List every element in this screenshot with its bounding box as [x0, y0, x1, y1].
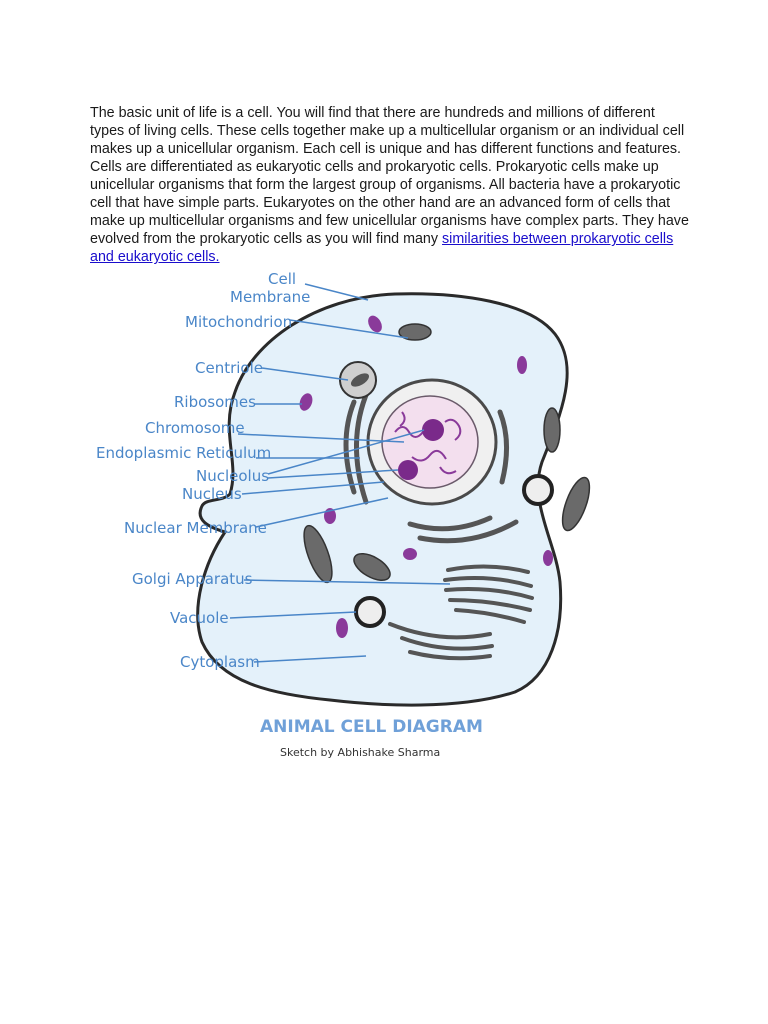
label-membrane: Membrane — [230, 288, 311, 306]
label-vacuole: Vacuole — [170, 609, 229, 627]
animal-cell-diagram — [90, 262, 690, 762]
body-paragraph — [90, 104, 690, 266]
label-ribosomes: Ribosomes — [174, 393, 256, 411]
paragraph-text: The basic unit of life is a cell. You will find that there are hundreds and millions of different types of living cells. These cells together make up a multicellular organism or an individual cell makes up a unicellular organism. Each cell is unique and has different functions and features. Cells are differentiated as eukaryotic cells and prokaryotic cells. Prokaryotic cells make up unicellular organisms that form the largest group of organisms. All bacteria have a prokaryotic cell that have simple parts. Eukaryotes on the other hand are an advanced form of cells that make up multicellular organisms and few unicellular organisms have complex parts. They have evolved from the prokaryotic cells as you will find many — [90, 105, 689, 248]
similarities-link[interactable]: similarities between prokaryotic cells and eukaryotic cells. — [90, 231, 674, 266]
label-centriole: Centriole — [195, 359, 263, 377]
label-golgi: Golgi Apparatus — [132, 570, 253, 588]
label-nuclear-membrane: Nuclear Membrane — [124, 519, 267, 537]
diagram-credit: Sketch by Abhishake Sharma — [280, 746, 441, 759]
nucleolus-shape-1 — [422, 419, 444, 441]
label-er: Endoplasmic Reticulum — [96, 444, 272, 462]
label-cell: Cell — [268, 270, 297, 288]
label-mitochondrion: Mitochondrion — [185, 313, 293, 331]
vacuole-shape — [356, 598, 384, 626]
nucleolus-shape-2 — [398, 460, 418, 480]
label-nucleus: Nucleus — [182, 485, 242, 503]
vacuole-shape-2 — [524, 476, 552, 504]
diagram-title: ANIMAL CELL DIAGRAM — [260, 717, 483, 737]
label-chromosome: Chromosome — [145, 419, 245, 437]
animal-cell-figure — [90, 262, 690, 762]
label-nucleolus: Nucleolus — [196, 467, 270, 485]
label-cytoplasm: Cytoplasm — [180, 653, 260, 671]
